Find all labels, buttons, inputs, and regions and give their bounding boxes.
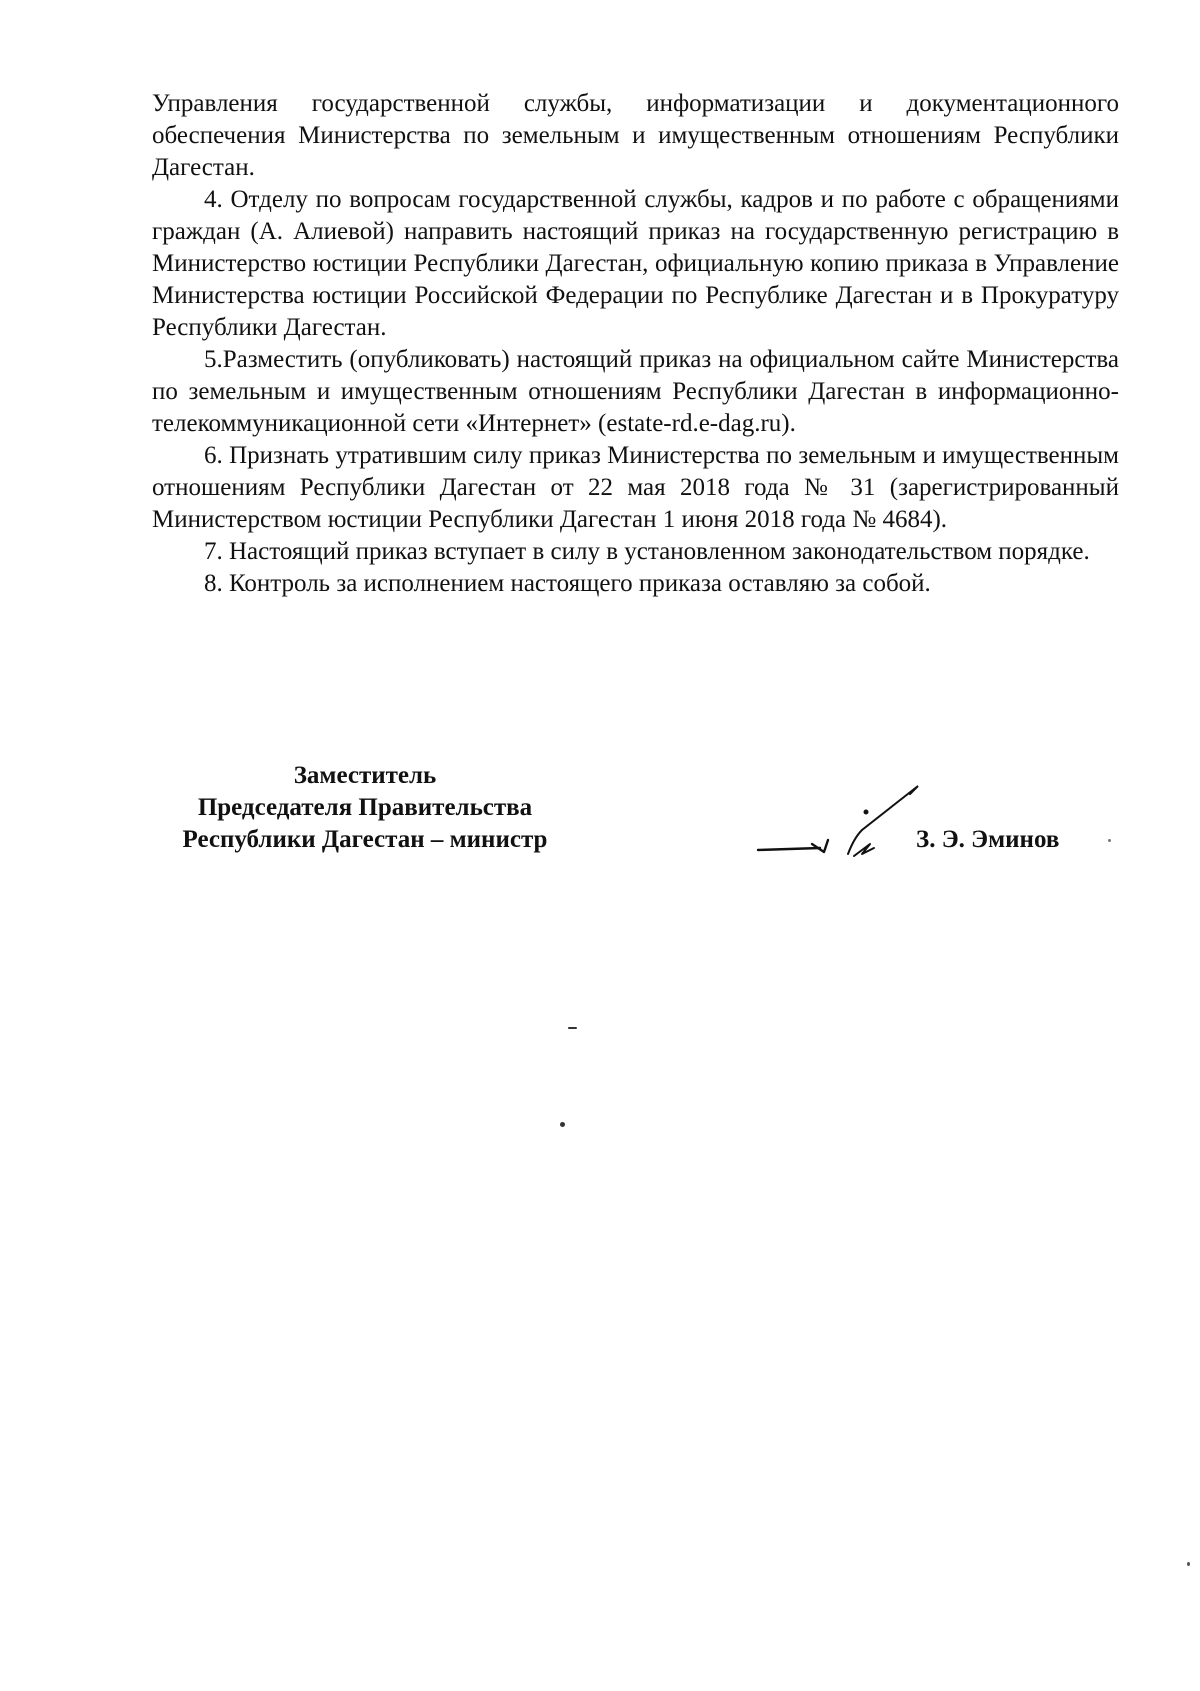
signatory-title-line-1: Заместитель xyxy=(293,762,437,789)
paragraph-continuation: Управления государственной службы, информатизации и документационного обеспечения Министерства по земельным и имущественным отношениям Республики Дагестан. xyxy=(152,90,1119,181)
signatory-title xyxy=(150,760,580,856)
paragraph-item-6: 6. Признать утратившим силу приказ Министерства по земельным и имущественным отношениям Республики Дагестан от 22 мая 2018 года № 31 (зарегистрированный Министерством юстиции Республики Дагестан 1 июня 2018 года № 4684). xyxy=(152,442,1119,533)
scan-speck xyxy=(1108,839,1111,842)
scan-speck xyxy=(568,1027,577,1029)
scan-speck xyxy=(1187,1562,1190,1566)
signatory-title-line-2: Председателя Правительства xyxy=(197,794,533,821)
paragraph-item-8: 8. Контроль за исполнением настоящего приказа оставляю за собой. xyxy=(204,570,931,597)
signatory-title-line-3: Республики Дагестан – министр xyxy=(182,826,548,853)
paragraph-item-4: 4. Отделу по вопросам государственной службы, кадров и по работе с обращениями граждан (А. Алиевой) направить настоящий приказ на государственную регистрацию в Министерство юстиции Республики Дагестан, официальную копию приказа в Управление Министерства юстиции Российской Федерации по Республике Дагестан и в Прокуратуру Республики Дагестан. xyxy=(152,186,1119,341)
paragraph-item-5: 5.Разместить (опубликовать) настоящий приказ на официальном сайте Министерства по земельным и имущественным отношениям Республики Дагестан в информационно-телекоммуникационной сети «Интернет» (estate-rd.e-dag.ru). xyxy=(152,346,1119,437)
paragraph-item-7: 7. Настоящий приказ вступает в силу в установленном законодательством порядке. xyxy=(204,538,1090,565)
signatory-name: З. Э. Эминов xyxy=(916,826,1060,853)
scan-speck xyxy=(560,1122,565,1127)
document-body xyxy=(152,88,1119,600)
